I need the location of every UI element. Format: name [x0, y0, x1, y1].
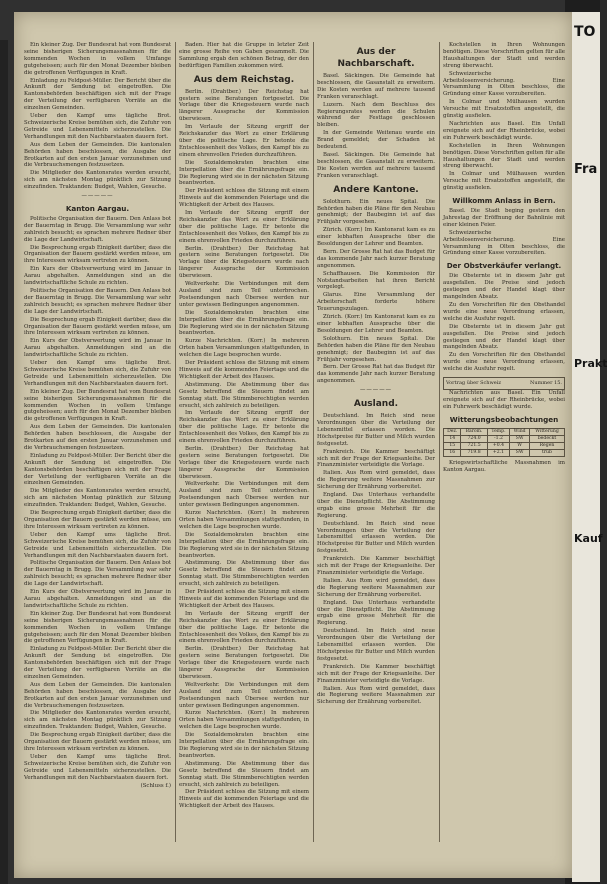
article-paragraph: Abstimmung. Die Abstimmung über das Gesetz betreffend die Steuern findet am Sonntag statt. Die Stimmberechtigten werden ersucht, sich zahlreich zu beteiligen. — [179, 560, 309, 588]
article-paragraph: Politische Organisation der Bauern. Den Anlass bot der Bauerntag in Brugg. Die Versammlung war sehr zahlreich besucht; es sprachen mehrere Redner über die Lage der Landwirtschaft. — [24, 560, 171, 588]
table-header: Wind — [510, 428, 530, 435]
article-paragraph: Zu den Vorschriften für den Obsthandel wurde eine neue Verordnung erlassen, welche die Ausfuhr regelt. — [443, 302, 565, 322]
section-heading-kanton: Kanton Aargau. — [65, 203, 130, 213]
section-heading-andere-kantone: Andere Kantone. — [333, 184, 419, 195]
table-cell: Regen — [530, 442, 565, 449]
article-paragraph: Zürich. (Korr.) Im Kantonsrat kam es zu einer lebhaften Aussprache über die Besoldungen der Lehrer und Beamten. — [317, 314, 435, 334]
article-paragraph: Bern. Der Grosse Rat hat das Budget für das kommende Jahr nach kurzer Beratung angenommen. — [317, 364, 435, 385]
article-paragraph: Ein kleiner Zug. Der Bundesrat hat vom Bundesrat seine bisherigen Sicherungsmassnahmen für die kommenden Wochen in vollem Umfange gutgeheissen; auch für den Monat Dezember bleiben die getroffenen Verfügungen in Kraft. — [24, 42, 171, 76]
table-cell: trüb — [530, 449, 565, 456]
column-2 — [179, 42, 309, 862]
table-cell: 724.0 — [461, 435, 487, 442]
article-paragraph: Im Verlaufe der Sitzung ergriff der Reichskanzler das Wort zu einer Erklärung über die politische Lage. Er betonte die Entschlossenheit des Volkes, den Kampf bis zu einem ehrenvollen Frieden durchzuführen. — [179, 124, 309, 158]
article-paragraph: Nachrichten aus Basel. Ein Unfall ereignete sich auf der Rheinbrücke, wobei ein Fuhrwerk beschädigt wurde. — [443, 120, 565, 141]
strip-word: Prakt — [574, 357, 607, 370]
article-paragraph: Die Sozialdemokraten brachten eine Interpellation über die Ernährungsfrage ein. Die Regierung wird sie in der nächsten Sitzung beantworten. — [179, 309, 309, 337]
table-header: Witterung — [530, 428, 565, 435]
article-paragraph: Deutschland. Im Reich sind neue Verordnungen über die Verteilung der Lebensmittel erlassen worden. Die Höchstpreise für Butter und Milch wurden festgesetzt. — [317, 413, 435, 447]
article-paragraph: Deutschland. Im Reich sind neue Verordnungen über die Verteilung der Lebensmittel erlassen worden. Die Höchstpreise für Butter und Milch wurden festgesetzt. — [317, 520, 435, 555]
article-paragraph: Die Besprechung ergab Einigkeit darüber, dass die Organisation der Bauern gestärkt werden müsse, um ihre Interessen wirksam vertreten zu können. — [24, 510, 171, 530]
article-paragraph: Glarus. Eine Versammlung der Arbeiterschaft forderte höhere Teuerungszulagen. — [317, 292, 435, 313]
divider: ————— — [81, 193, 114, 200]
adjacent-page-strip — [572, 12, 607, 882]
article-paragraph: Zürich. (Korr.) Im Kantonsrat kam es zu einer lebhaften Aussprache über die Besoldungen der Lehrer und Beamten. — [317, 227, 435, 248]
article-paragraph: Die Besprechung ergab Einigkeit darüber, dass die Organisation der Bauern gestärkt werden müsse, um ihre Interessen wirksam vertreten zu können. — [24, 244, 171, 265]
table-cell: 15 — [444, 442, 461, 449]
article-paragraph: Die Sozialdemokraten brachten eine Interpellation über die Ernährungsfrage ein. Die Regierung wird sie in der nächsten Sitzung beantworten. — [179, 159, 309, 187]
table-cell: +0.4 — [487, 442, 510, 449]
column-4 — [443, 42, 565, 862]
column-rule — [313, 42, 314, 842]
article-paragraph: Kurze Nachrichten. (Korr.) In mehreren Orten haben Versammlungen stattgefunden, in welchen die Lage besprochen wurde. — [179, 710, 309, 731]
article-paragraph: Schweizerische Arbeitslosenversicherung. Eine Versammlung in Olten beschloss, die Gründung einer Kasse vorzubereiten. — [443, 229, 565, 257]
article-paragraph: Baden. Hier hat die Gruppe in letzter Zeit eine grosse Reihe von Gaben gesammelt. Die Sammlung ergab den schönen Betrag, der den bedürftigen Familien zukommen wird. — [179, 42, 309, 69]
table-cell: W — [510, 442, 530, 449]
article-paragraph: Abstimmung. Die Abstimmung über das Gesetz betreffend die Steuern findet am Sonntag statt. Die Stimmberechtigten werden ersucht, sich zahlreich zu beteiligen. — [179, 760, 309, 788]
article-paragraph: Berlin. (Drahtber.) Der Reichstag hat gestern seine Beratungen fortgesetzt. Die Vorlage über die Kriegssteuern wurde nach längerer Aussprache der Kommission überwiesen. — [179, 646, 309, 680]
article-paragraph: England. Das Unterhaus verhandelte über die Dienstpflicht. Die Abstimmung ergab eine grosse Mehrheit für die Regierung. — [317, 599, 435, 627]
article-paragraph: Weltverkehr. Die Verbindungen mit dem Ausland sind zum Teil unterbrochen. Postsendungen nach Übersee werden nur unter gewissen Bedingungen angenommen. — [179, 281, 309, 308]
article-paragraph: Berlin. (Drahtber.) Der Reichstag hat gestern seine Beratungen fortgesetzt. Die Vorlage über die Kriegssteuern wurde nach längerer Aussprache der Kommission überwiesen. — [179, 245, 309, 280]
table-cell: 719.8 — [461, 449, 487, 456]
article-paragraph: Abstimmung. Die Abstimmung über das Gesetz betreffend die Steuern findet am Sonntag statt. Die Stimmberechtigten werden ersucht, sich zahlreich zu beteiligen. — [179, 381, 309, 409]
article-paragraph: Ein Kurs der Obstverwertung wird im Januar in Aarau abgehalten. Anmeldungen sind an die landwirtschaftliche Schule zu richten. — [24, 266, 171, 287]
article-paragraph: Der Präsident schloss die Sitzung mit einem Hinweis auf die kommenden Feiertage und die Wichtigkeit der Arbeit des Hauses. — [179, 188, 309, 209]
article-paragraph: Bern. Der Grosse Rat hat das Budget für das kommende Jahr nach kurzer Beratung angenommen. — [317, 248, 435, 269]
article-paragraph: Kochstellen in Ihren Wohnungen benötigen. Diese Vorschriften gelten für alle Haushaltungen der Stadt und werden streng überwacht. — [443, 42, 565, 69]
article-paragraph: Luzern. Nach dem Beschluss des Regierungsrates werden die Schulen während der Festtage geschlossen bleiben. — [317, 101, 435, 129]
notice-box — [443, 377, 565, 390]
article-paragraph: Frankreich. Die Kammer beschäftigt sich mit der Frage der Kriegsanleihe. Der Finanzminister verteidigte die Vorlage. — [317, 448, 435, 469]
strip-word: Fra — [574, 162, 598, 177]
article-paragraph: Im Verlaufe der Sitzung ergriff der Reichskanzler das Wort zu einer Erklärung über die politische Lage. Er betonte die Entschlossenheit des Volkes, den Kampf bis zu einem ehrenvollen Frieden durchzuführen. — [179, 210, 309, 244]
table-cell: 14 — [444, 435, 461, 442]
divider: ————— — [360, 387, 392, 394]
article-paragraph: Die Obsternte ist in diesem Jahr gut ausgefallen. Die Preise sind jedoch gestiegen und der Handel klagt über mangelnden Absatz. — [443, 273, 565, 301]
article-paragraph: Ein kleiner Zug. Der Bundesrat hat vom Bundesrat seine bisherigen Sicherungsmassnahmen für die kommenden Wochen in vollem Umfange gutgeheissen; auch für den Monat Dezember bleiben die getroffenen Verfügungen in Kraft. — [24, 388, 171, 423]
column-3 — [317, 42, 435, 862]
article-paragraph: Deutschland. Im Reich sind neue Verordnungen über die Verteilung der Lebensmittel erlassen worden. Die Höchstpreise für Butter und Milch wurden festgesetzt. — [317, 628, 435, 662]
signature: (Schluss f.) — [140, 782, 171, 789]
article-paragraph: Die Obsternte ist in diesem Jahr gut ausgefallen. Die Preise sind jedoch gestiegen und der Handel klagt über mangelnden Absatz. — [443, 323, 565, 351]
article-paragraph: Politische Organisation der Bauern. Den Anlass bot der Bauerntag in Brugg. Die Versammlung war sehr zahlreich besucht; es sprachen mehrere Redner über die Lage der Landwirtschaft. — [24, 215, 171, 243]
notice-line: Vortrag über Schweiz — [446, 380, 501, 387]
article-paragraph: Zu den Vorschriften für den Obsthandel wurde eine neue Verordnung erlassen, welche die Ausfuhr regelt. — [443, 352, 565, 373]
table-header: Dez. — [444, 428, 461, 435]
article-paragraph: Ein kleiner Zug. Der Bundesrat hat vom Bundesrat seine bisherigen Sicherungsmassnahmen für die kommenden Wochen in vollem Umfange gutgeheissen; auch für den Monat Dezember bleiben die getroffenen Verfügungen in Kraft. — [24, 610, 171, 645]
article-paragraph: In Colmar und Mülhausen wurden Versuche mit Ersatzstoffen angestellt, die günstig ausfielen. — [443, 99, 565, 120]
article-paragraph: Die Sozialdemokraten brachten eine Interpellation über die Ernährungsfrage ein. Die Regierung wird sie in der nächsten Sitzung beantworten. — [179, 531, 309, 559]
article-paragraph: In der Gemeinde Weitenau wurde ein Brand gemeldet; der Schaden ist bedeutend. — [317, 130, 435, 151]
article-paragraph: Kochstellen in Ihren Wohnungen benötigen. Diese Vorschriften gelten für alle Haushaltungen der Stadt und werden streng überwacht. — [443, 142, 565, 170]
table-row — [444, 435, 565, 442]
article-paragraph: Basel. Säckingen. Die Gemeinde hat beschlossen, die Gasanstalt zu erweitern. Die Kosten werden auf mehrere tausend Franken veranschlagt. — [317, 151, 435, 179]
table-row — [444, 449, 565, 456]
article-paragraph: Politische Organisation der Bauern. Den Anlass bot der Bauerntag in Brugg. Die Versammlung war sehr zahlreich besucht; es sprachen mehrere Redner über die Lage der Landwirtschaft. — [24, 288, 171, 315]
book-edge-left — [0, 40, 8, 884]
article-paragraph: Italien. Aus Rom wird gemeldet, dass die Regierung weitere Massnahmen zur Sicherung der Ernährung vorbereitet. — [317, 685, 435, 706]
article-paragraph: Einladung zu Feldpost-Müller. Der Bericht über die Ankunft der Sendung ist eingetroffen. Die Kantonsbehörden beschäftigen sich mit der Frage der Verteilung der verfügbaren Vorräte an die einzelnen Gemeinden. — [24, 77, 171, 112]
article-paragraph: Die Mitglieder des Kantonsrates werden ersucht, sich am nächsten Montag pünktlich zur Sitzung einzufinden. Traktanden: Budget, Wahlen, Gesuche. — [24, 170, 171, 191]
table-cell: bedeckt — [530, 435, 565, 442]
article-paragraph: Ein Kurs der Obstverwertung wird im Januar in Aarau abgehalten. Anmeldungen sind an die landwirtschaftliche Schule zu richten. — [24, 589, 171, 609]
article-paragraph: Schweizerische Arbeitslosenversicherung. Eine Versammlung in Olten beschloss, die Gründung einer Kasse vorzubereiten. — [443, 70, 565, 98]
column-rule — [175, 42, 176, 842]
article-paragraph: Ueber den Kampf ums tägliche Brot. Schweizerische Kreise bemühen sich, die Zufuhr von Getreide und Lebensmitteln sicherzustellen. Die Verhandlungen mit den Nachbarstaaten dauern fort. — [24, 753, 171, 781]
strip-word: Kauf — [574, 532, 603, 545]
table-cell: -1.2 — [487, 435, 510, 442]
article-paragraph: Die Sozialdemokraten brachten eine Interpellation über die Ernährungsfrage ein. Die Regierung wird sie in der nächsten Sitzung beantworten. — [179, 732, 309, 759]
table-title: Witterungsbeobachtungen — [449, 414, 559, 424]
newspaper-page — [14, 12, 572, 878]
article-paragraph: Die Mitglieder des Kantonsrates werden ersucht, sich am nächsten Montag pünktlich zur Sitzung einzufinden. Traktanden: Budget, Wahlen, Gesuche. — [24, 710, 171, 731]
article-paragraph: Weltverkehr. Die Verbindungen mit dem Ausland sind zum Teil unterbrochen. Postsendungen nach Übersee werden nur unter gewissen Bedingungen angenommen. — [179, 681, 309, 709]
table-row — [444, 442, 565, 449]
article-paragraph: Italien. Aus Rom wird gemeldet, dass die Regierung weitere Massnahmen zur Sicherung der Ernährung vorbereitet. — [317, 470, 435, 491]
article-paragraph: Die Besprechung ergab Einigkeit darüber, dass die Organisation der Bauern gestärkt werden müsse, um ihre Interessen wirksam vertreten zu können. — [24, 316, 171, 337]
article-paragraph: Aus dem Leben der Gemeinden. Die kantonalen Behörden haben beschlossen, die Ausgabe der Brotkarten auf den ersten Januar vorzunehmen und die Verbrauchsmengen festzusetzen. — [24, 424, 171, 451]
article-paragraph: Die Besprechung ergab Einigkeit darüber, dass die Organisation der Bauern gestärkt werden müsse, um ihre Interessen wirksam vertreten zu können. — [24, 732, 171, 752]
article-paragraph: Der Präsident schloss die Sitzung mit einem Hinweis auf die kommenden Feiertage und die Wichtigkeit der Arbeit des Hauses. — [179, 789, 309, 810]
article-paragraph: Frankreich. Die Kammer beschäftigt sich mit der Frage der Kriegsanleihe. Der Finanzminister verteidigte die Vorlage. — [317, 663, 435, 684]
article-paragraph: Einladung zu Feldpost-Müller. Der Bericht über die Ankunft der Sendung ist eingetroffen. Die Kantonsbehörden beschäftigen sich mit der Frage der Verteilung der verfügbaren Vorräte an die einzelnen Gemeinden. — [24, 646, 171, 680]
column-rule — [439, 42, 440, 842]
article-paragraph: Ein Kurs der Obstverwertung wird im Januar in Aarau abgehalten. Anmeldungen sind an die landwirtschaftliche Schule zu richten. — [24, 338, 171, 359]
table-cell: SW — [510, 449, 530, 456]
article-paragraph: Schaffhausen. Die Kommission für Notstandsarbeiten hat ihren Bericht vorgelegt. — [317, 270, 435, 291]
article-paragraph: Im Verlaufe der Sitzung ergriff der Reichskanzler das Wort zu einer Erklärung über die politische Lage. Er betonte die Entschlossenheit des Volkes, den Kampf bis zu einem ehrenvollen Frieden durchzuführen. — [179, 610, 309, 645]
article-paragraph: Aus dem Leben der Gemeinden. Die kantonalen Behörden haben beschlossen, die Ausgabe der Brotkarten auf den ersten Januar vorzunehmen und die Verbrauchsmengen festzusetzen. — [24, 681, 171, 709]
table-cell: 721.5 — [461, 442, 487, 449]
article-paragraph: Basel. Säckingen. Die Gemeinde hat beschlossen, die Gasanstalt zu erweitern. Die Kosten werden auf mehrere tausend Franken veranschlagt. — [317, 73, 435, 100]
article-paragraph: Solothurn. Ein neues Spital. Die Behörden haben die Pläne für den Neubau genehmigt; der Baubeginn ist auf das Frühjahr vorgesehen. — [317, 335, 435, 363]
article-paragraph: Berlin. (Drahtber.) Der Reichstag hat gestern seine Beratungen fortgesetzt. Die Vorlage über die Kriegssteuern wurde nach längerer Aussprache der Kommission überwiesen. — [179, 445, 309, 480]
article-paragraph: Frankreich. Die Kammer beschäftigt sich mit der Frage der Kriegsanleihe. Der Finanzminister verteidigte die Vorlage. — [317, 556, 435, 576]
article-paragraph: Kurze Nachrichten. (Korr.) In mehreren Orten haben Versammlungen stattgefunden, in welchen die Lage besprochen wurde. — [179, 510, 309, 530]
article-paragraph: Kurze Nachrichten. (Korr.) In mehreren Orten haben Versammlungen stattgefunden, in welchen die Lage besprochen wurde. — [179, 338, 309, 359]
strip-word: TO — [574, 24, 596, 40]
article-paragraph: Weltverkehr. Die Verbindungen mit dem Ausland sind zum Teil unterbrochen. Postsendungen nach Übersee werden nur unter gewissen Bedingungen angenommen. — [179, 481, 309, 509]
table-header: Barom. — [461, 428, 487, 435]
article-paragraph: In Colmar und Mülhausen wurden Versuche mit Ersatzstoffen angestellt, die günstig ausfielen. — [443, 171, 565, 192]
article-paragraph: Aus dem Leben der Gemeinden. Die kantonalen Behörden haben beschlossen, die Ausgabe der Brotkarten auf den ersten Januar vorzunehmen und die Verbrauchsmengen festzusetzen. — [24, 141, 171, 169]
article-paragraph: Berlin. (Drahtber.) Der Reichstag hat gestern seine Beratungen fortgesetzt. Die Vorlage über die Kriegssteuern wurde nach längerer Aussprache der Kommission überwiesen. — [179, 88, 309, 123]
table-header: Temp. — [487, 428, 510, 435]
article-paragraph: England. Das Unterhaus verhandelte über die Dienstpflicht. Die Abstimmung ergab eine grosse Mehrheit für die Regierung. — [317, 492, 435, 519]
section-heading-nachbarschaft: Aus der Nachbarschaft. — [337, 47, 415, 69]
article-paragraph: Kriegswirtschaftliche Massnahmen im Kanton Aargau. — [443, 459, 565, 473]
article-paragraph: Der Präsident schloss die Sitzung mit einem Hinweis auf die kommenden Feiertage und die Wichtigkeit der Arbeit des Hauses. — [179, 360, 309, 380]
article-paragraph: Ueber den Kampf ums tägliche Brot. Schweizerische Kreise bemühen sich, die Zufuhr von Getreide und Lebensmitteln sicherzustellen. Die Verhandlungen mit den Nachbarstaaten dauern fort. — [24, 531, 171, 559]
article-paragraph: Der Präsident schloss die Sitzung mit einem Hinweis auf die kommenden Feiertage und die Wichtigkeit der Arbeit des Hauses. — [179, 589, 309, 609]
section-heading-anlass: Willkomm Anlass in Bern. — [452, 196, 556, 206]
table-cell: 16 — [444, 449, 461, 456]
article-paragraph: Einladung zu Feldpost-Müller. Der Bericht über die Ankunft der Sendung ist eingetroffen. Die Kantonsbehörden beschäftigen sich mit der Frage der Verteilung der verfügbaren Vorräte an die einzelnen Gemeinden. — [24, 452, 171, 487]
section-heading-reichstag: Aus dem Reichstag. — [193, 74, 295, 85]
column-1 — [24, 42, 171, 862]
article-paragraph: Die Mitglieder des Kantonsrates werden ersucht, sich am nächsten Montag pünktlich zur Sitzung einzufinden. Traktanden: Budget, Wahlen, Gesuche. — [24, 488, 171, 509]
article-paragraph: Ueber den Kampf ums tägliche Brot. Schweizerische Kreise bemühen sich, die Zufuhr von Getreide und Lebensmitteln sicherzustellen. Die Verhandlungen mit den Nachbarstaaten dauern fort. — [24, 113, 171, 140]
section-heading-ausland: Ausland. — [353, 399, 399, 410]
article-paragraph: Basel. Die Stadt beging gestern den Jahrestag der Eröffnung der Bahnlinie mit einer kleinen Feier. — [443, 208, 565, 228]
table-cell: +2.1 — [487, 449, 510, 456]
section-heading-obst: Der Obstverkäufer verlangt. — [446, 261, 562, 271]
table-cell: SW — [510, 435, 530, 442]
notice-line: Nummer 15. — [530, 380, 562, 387]
article-paragraph: Nachrichten aus Basel. Ein Unfall ereignete sich auf der Rheinbrücke, wobei ein Fuhrwerk beschädigt wurde. — [443, 389, 565, 410]
weather-table — [443, 428, 565, 457]
article-paragraph: Im Verlaufe der Sitzung ergriff der Reichskanzler das Wort zu einer Erklärung über die politische Lage. Er betonte die Entschlossenheit des Volkes, den Kampf bis zu einem ehrenvollen Frieden durchzuführen. — [179, 410, 309, 445]
article-paragraph: Ueber den Kampf ums tägliche Brot. Schweizerische Kreise bemühen sich, die Zufuhr von Getreide und Lebensmitteln sicherzustellen. Die Verhandlungen mit den Nachbarstaaten dauern fort. — [24, 360, 171, 387]
article-paragraph: Solothurn. Ein neues Spital. Die Behörden haben die Pläne für den Neubau genehmigt; der Baubeginn ist auf das Frühjahr vorgesehen. — [317, 198, 435, 226]
article-paragraph: Italien. Aus Rom wird gemeldet, dass die Regierung weitere Massnahmen zur Sicherung der Ernährung vorbereitet. — [317, 577, 435, 598]
